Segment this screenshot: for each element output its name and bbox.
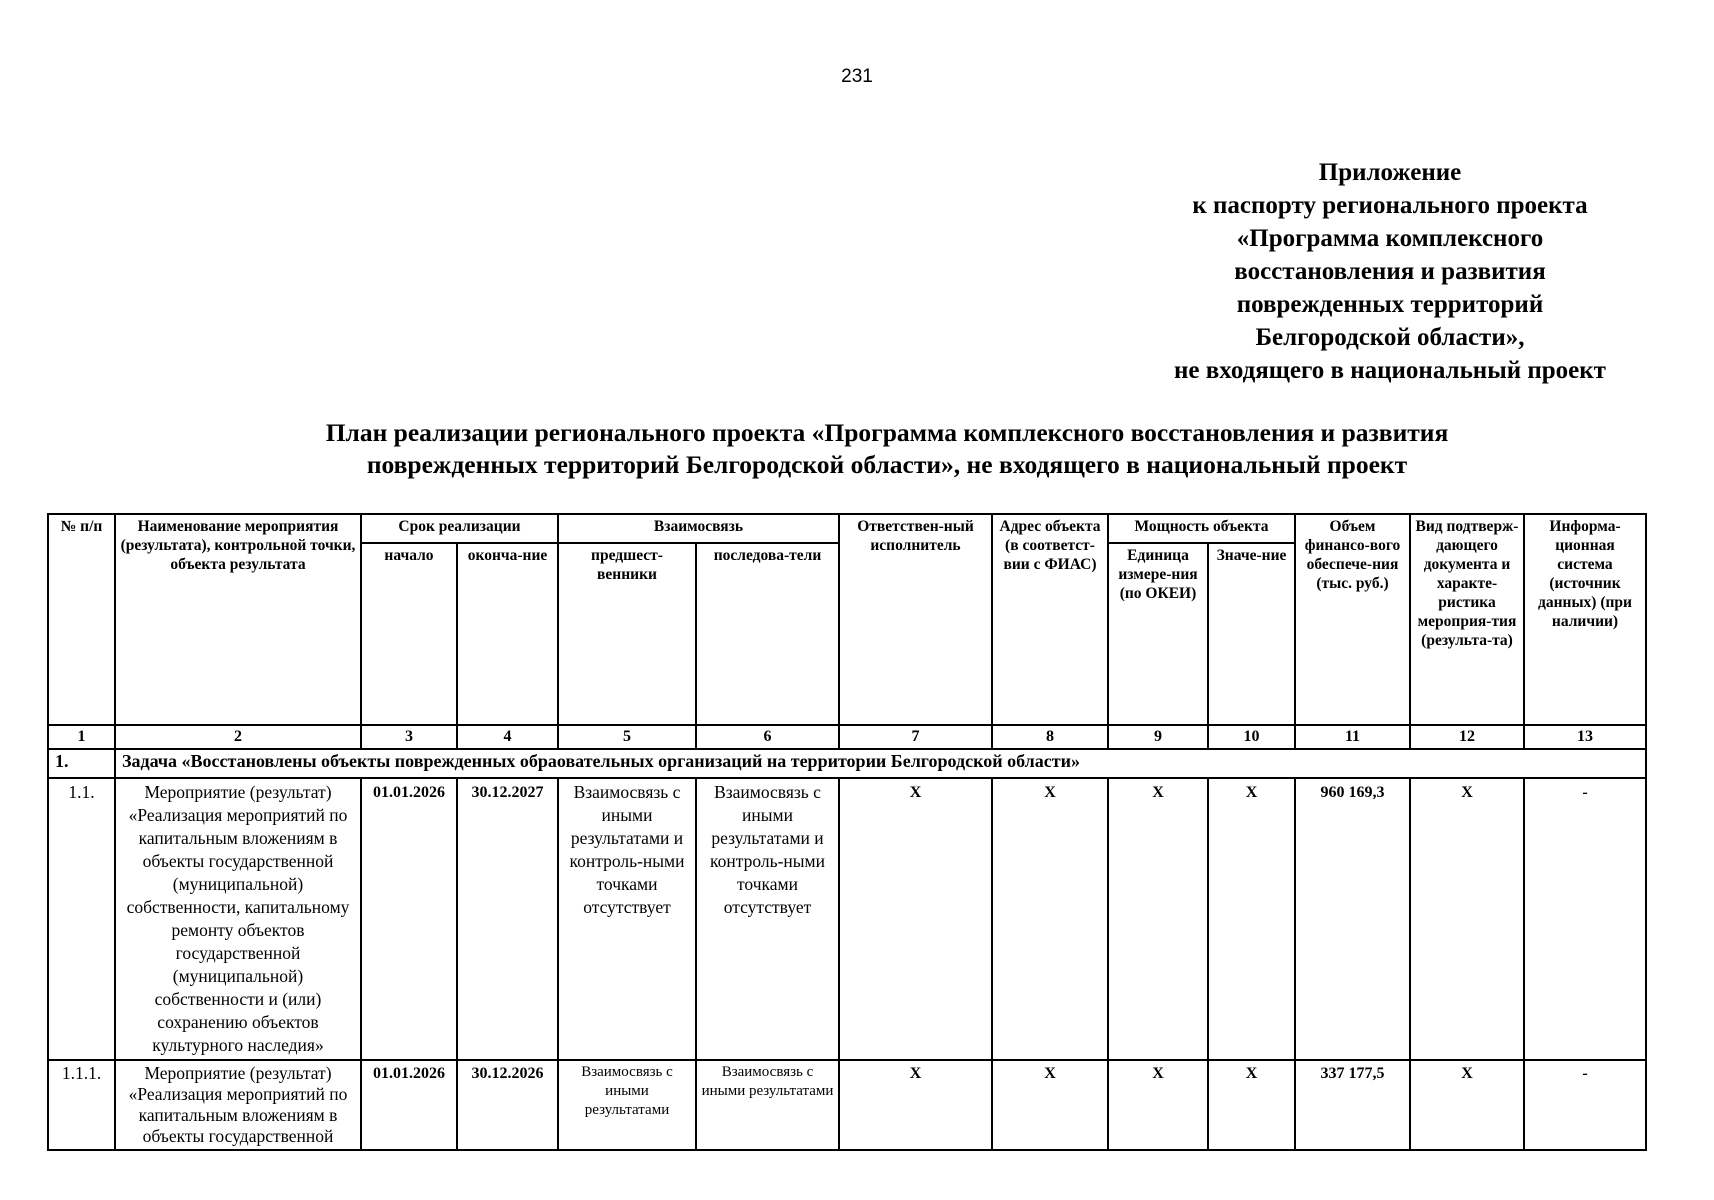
row-doc-type: X xyxy=(1410,778,1524,1060)
column-number: 5 xyxy=(558,725,696,749)
header-address: Адрес объекта (в соответст-вии с ФИАС) xyxy=(992,514,1108,725)
row-responsible: X xyxy=(839,1060,992,1150)
annex-line: восстановления и развития xyxy=(1234,258,1546,285)
row-successors: Взаимосвязь с иными результатами и контроль-ными точками отсутствует xyxy=(696,778,839,1060)
task-row xyxy=(48,749,1646,778)
header-unit: Единица измере-ния (по ОКЕИ) xyxy=(1108,543,1208,725)
header-value: Значе-ние xyxy=(1208,543,1295,725)
row-funding: 337 177,5 xyxy=(1295,1060,1410,1150)
title-line-2: поврежденных территорий Белгородской области», не входящего в национальный проект xyxy=(366,450,1408,479)
annex-line: не входящего в национальный проект xyxy=(1174,357,1606,384)
annex-line: Белгородской области», xyxy=(1255,324,1525,351)
task-text: Задача «Восстановлены объекты поврежденных обраовательных организаций на территории Белгородской области» xyxy=(115,749,1646,778)
row-predecessors: Взаимосвязь с иными результатами xyxy=(558,1060,696,1150)
header-row-1 xyxy=(48,514,1646,543)
row-value: X xyxy=(1208,778,1295,1060)
row-responsible: X xyxy=(839,778,992,1060)
column-number: 10 xyxy=(1208,725,1295,749)
row-name: Мероприятие (результат) «Реализация мероприятий по капитальным вложениям в объекты государственной xyxy=(115,1060,361,1150)
task-num: 1. xyxy=(48,749,115,778)
column-number: 4 xyxy=(457,725,558,749)
document-title xyxy=(200,417,1574,481)
row-unit: X xyxy=(1108,1060,1208,1150)
row-doc-type: X xyxy=(1410,1060,1524,1150)
column-number: 7 xyxy=(839,725,992,749)
header-start: начало xyxy=(361,543,457,725)
row-start: 01.01.2026 xyxy=(361,1060,457,1150)
row-start: 01.01.2026 xyxy=(361,778,457,1060)
row-name: Мероприятие (результат) «Реализация мероприятий по капитальным вложениям в объекты государственной (муниципальной) собственности, капитальному ремонту объектов государственной (муниципальной) собственности и (или) сохранению объектов культурного наследия» xyxy=(115,778,361,1060)
column-numbers-row xyxy=(48,725,1646,749)
row-predecessors: Взаимосвязь с иными результатами и контроль-ными точками отсутствует xyxy=(558,778,696,1060)
header-predecessors: предшест-венники xyxy=(558,543,696,725)
row-address: X xyxy=(992,1060,1108,1150)
annex-line: к паспорту регионального проекта xyxy=(1192,192,1588,219)
table-row xyxy=(48,1060,1646,1150)
row-num: 1.1. xyxy=(48,778,115,1060)
column-number: 6 xyxy=(696,725,839,749)
page-number: 231 xyxy=(841,66,873,87)
header-period: Срок реализации xyxy=(361,514,558,543)
annex-block xyxy=(1120,156,1660,387)
column-number: 1 xyxy=(48,725,115,749)
header-capacity: Мощность объекта xyxy=(1108,514,1295,543)
column-number: 8 xyxy=(992,725,1108,749)
row-end: 30.12.2027 xyxy=(457,778,558,1060)
header-name: Наименование мероприятия (результата), контрольной точки, объекта результата xyxy=(115,514,361,725)
header-doc-type: Вид подтверж-дающего документа и характе-ристика мероприя-тия (результа-та) xyxy=(1410,514,1524,725)
header-info-system: Информа-ционная система (источник данных) (при наличии) xyxy=(1524,514,1646,725)
column-number: 2 xyxy=(115,725,361,749)
annex-line: поврежденных территорий xyxy=(1236,291,1544,318)
header-end: оконча-ние xyxy=(457,543,558,725)
header-relation: Взаимосвязь xyxy=(558,514,839,543)
annex-line: Приложение xyxy=(1318,159,1462,186)
plan-table xyxy=(47,513,1647,1151)
row-info-system: - xyxy=(1524,1060,1646,1150)
row-end: 30.12.2026 xyxy=(457,1060,558,1150)
column-number: 3 xyxy=(361,725,457,749)
row-num: 1.1.1. xyxy=(48,1060,115,1150)
header-funding: Объем финансо-вого обеспече-ния (тыс. руб.) xyxy=(1295,514,1410,725)
row-value: X xyxy=(1208,1060,1295,1150)
row-successors: Взаимосвязь с иными результатами xyxy=(696,1060,839,1150)
column-number: 13 xyxy=(1524,725,1646,749)
column-number: 9 xyxy=(1108,725,1208,749)
header-responsible: Ответствен-ный исполнитель xyxy=(839,514,992,725)
title-line-1: План реализации регионального проекта «Программа комплексного восстановления и развития xyxy=(325,418,1449,447)
header-num: № п/п xyxy=(48,514,115,725)
row-info-system: - xyxy=(1524,778,1646,1060)
column-number: 12 xyxy=(1410,725,1524,749)
table-row xyxy=(48,778,1646,1060)
row-unit: X xyxy=(1108,778,1208,1060)
header-successors: последова-тели xyxy=(696,543,839,725)
row-funding: 960 169,3 xyxy=(1295,778,1410,1060)
annex-line: «Программа комплексного xyxy=(1236,225,1544,252)
column-number: 11 xyxy=(1295,725,1410,749)
row-address: X xyxy=(992,778,1108,1060)
